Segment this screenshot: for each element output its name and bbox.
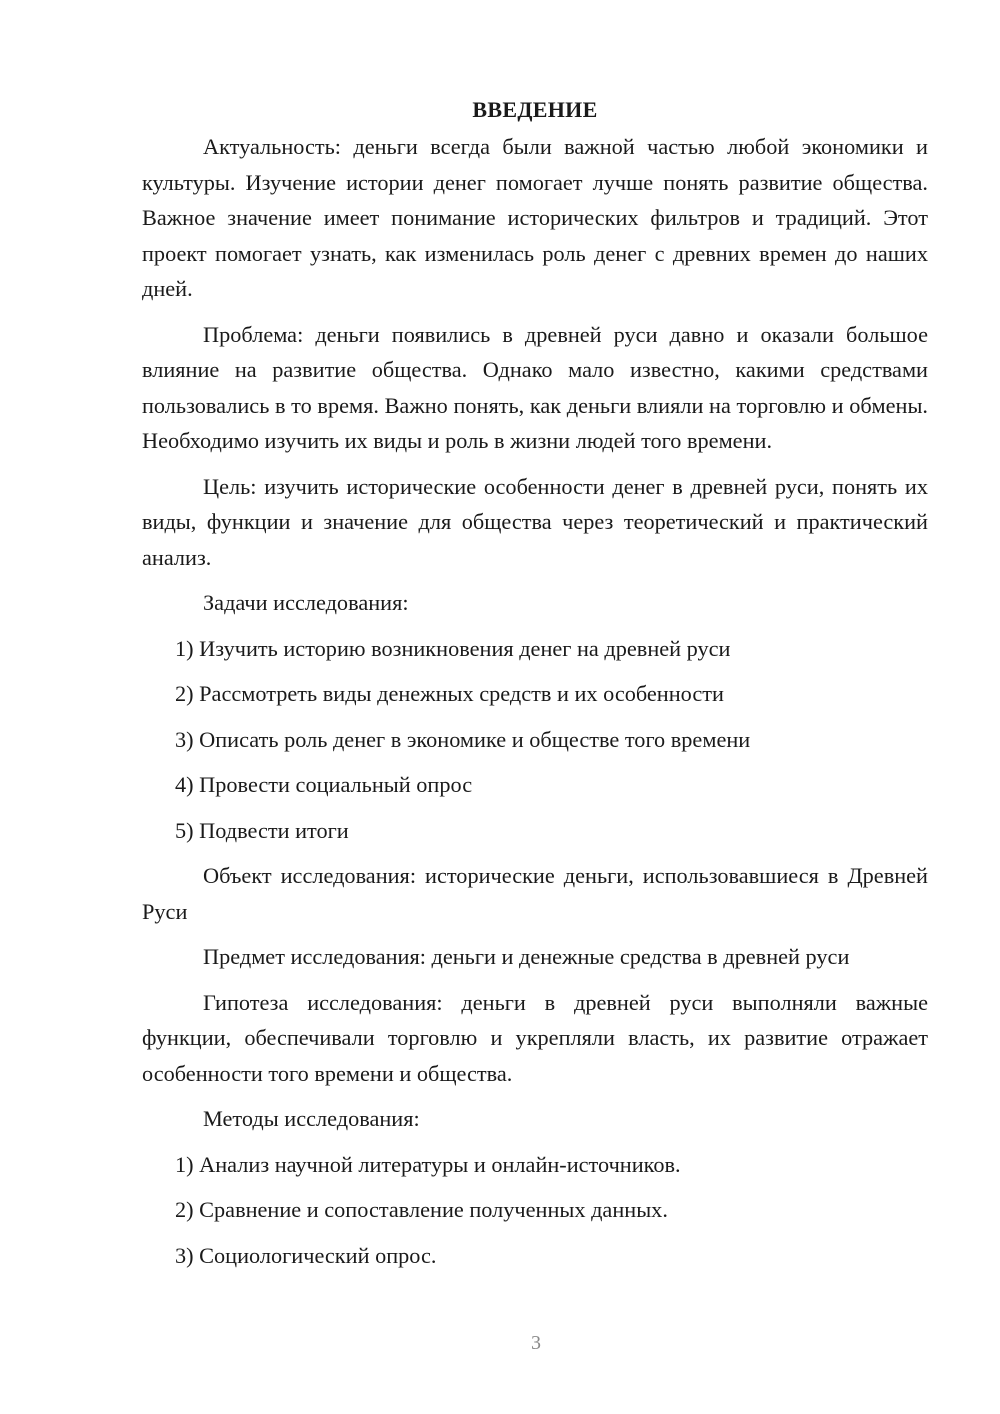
problem-paragraph: Проблема: деньги появились в древней руси давно и оказали большое влияние на развитие общества. Однако мало известно, какими средствами пользовались в то время. Важно понять, как деньги влияли на торговлю и обмены. Необходимо изучить их виды и роль в жизни людей того времени. bbox=[142, 321, 928, 453]
list-item: 1) Анализ научной литературы и онлайн-источников. bbox=[175, 1151, 681, 1177]
list-item: 2) Рассмотреть виды денежных средств и их особенности bbox=[175, 681, 724, 706]
list-item: 4) Провести социальный опрос bbox=[175, 772, 473, 797]
page-number: 3 bbox=[531, 1332, 541, 1354]
list-item: 5) Подвести итоги bbox=[175, 817, 349, 843]
tasks-title: Задачи исследования: bbox=[203, 590, 409, 615]
subject-paragraph: Предмет исследования: деньги и денежные средства в древней руси bbox=[203, 944, 850, 969]
hypothesis-paragraph: Гипотеза исследования: деньги в древней руси выполняли важные функции, обеспечивали торговлю и укрепляли власть, их развитие отражает особенности того времени и общества. bbox=[142, 989, 928, 1086]
methods-title: Методы исследования: bbox=[203, 1106, 420, 1131]
object-paragraph: Объект исследования: исторические деньги, использовавшиеся в Древней Руси bbox=[142, 863, 928, 924]
list-item: 2) Сравнение и сопоставление полученных данных. bbox=[175, 1197, 668, 1222]
list-item: 1) Изучить историю возникновения денег на древней руси bbox=[175, 635, 731, 661]
list-item: 3) Социологический опрос. bbox=[175, 1242, 437, 1268]
methods-list bbox=[142, 1147, 928, 1274]
document-page bbox=[142, 95, 928, 1283]
relevance-paragraph: Актуальность: деньги всегда были важной частью любой экономики и культуры. Изучение истории денег помогает лучше понять развитие общества. Важное значение имеет понимание исторических фильтров и традиций. Этот проект помогает узнать, как изменилась роль денег с древних времен до наших дней. bbox=[142, 134, 928, 301]
goal-paragraph: Цель: изучить исторические особенности денег в древней руси, понять их виды, функции и значение для общества через теоретический и практический анализ. bbox=[142, 473, 928, 570]
tasks-list bbox=[142, 631, 928, 849]
list-item: 3) Описать роль денег в экономике и обществе того времени bbox=[175, 726, 751, 752]
page-title: ВВЕДЕНИЕ bbox=[472, 97, 598, 122]
